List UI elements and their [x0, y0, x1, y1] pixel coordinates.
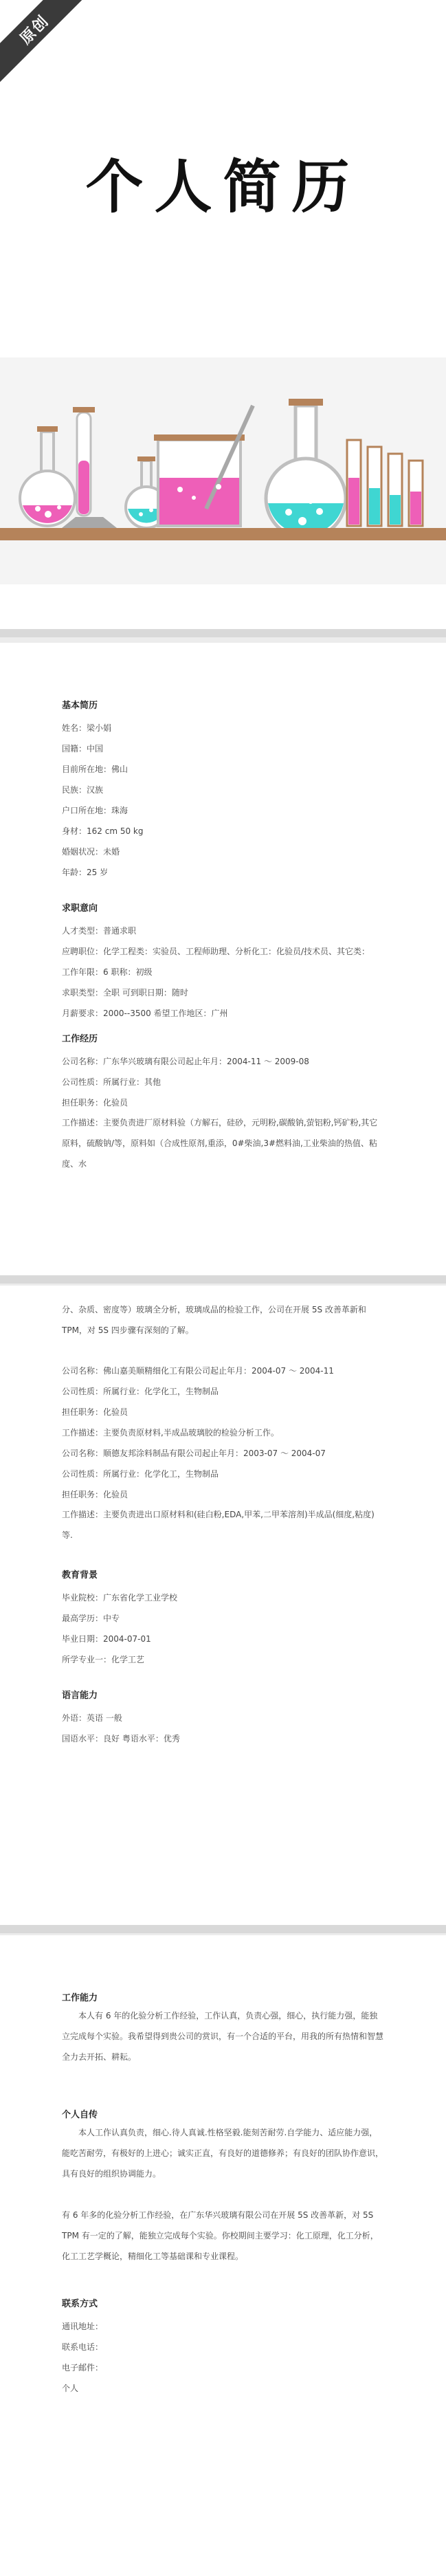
- education-row: 最高学历：中专: [62, 1614, 120, 1623]
- contact-row: 个人: [62, 2384, 79, 2393]
- contact-title: 联系方式: [62, 2299, 98, 2309]
- work-row: 公司名称：顺德友邦涂料制品有限公司起止年月：2003-07 ～ 2004-07: [62, 1449, 326, 1458]
- intent-row: 月薪要求：2000--3500 希望工作地区：广州: [62, 1009, 228, 1018]
- work-row: 公司性质：所属行业：其他: [62, 1077, 161, 1087]
- work-row: 担任职务：化验员: [62, 1407, 129, 1417]
- intent-row: 应聘职位：化学工程类：实验员、工程师助理、分析化工：化验员/技术员、其它类：: [62, 947, 370, 956]
- resume-page-4: [0, 1935, 446, 2576]
- work-title: 工作经历: [62, 1034, 98, 1044]
- ability-title: 工作能力: [62, 1993, 98, 2003]
- basic-row: 年龄：25 岁: [62, 868, 109, 877]
- resume-page-3: [0, 1286, 446, 1925]
- self-intro-title: 个人自传: [62, 2110, 98, 2120]
- ability-text: 本人有 6 年的化验分析工作经验，工作认真，负责心强，细心，执行能力强，能独立完成每个实验。我希望得到贵公司的赏识，有一个合适的平台，用我的所有热情和智慧全力去开拓、耕耘。: [62, 2011, 384, 2062]
- page-separator: [0, 1275, 446, 1284]
- contact-row: 电子邮件：: [62, 2363, 104, 2373]
- cover-title: 个人简历: [85, 153, 361, 221]
- basic-info-title: 基本简历: [62, 701, 98, 711]
- work-row: 公司名称：佛山嘉美顺精细化工有限公司起止年月：2004-07 ～ 2004-11: [62, 1366, 334, 1376]
- education-row: 所学专业一：化学工艺: [62, 1655, 145, 1664]
- page-separator: [0, 1925, 446, 1933]
- basic-row: 户口所在地：珠海: [62, 806, 129, 815]
- work-row: 公司名称：广东华兴玻璃有限公司起止年月：2004-11 ～ 2009-08: [62, 1057, 309, 1066]
- resume-page-2: [0, 643, 446, 1275]
- intent-row: 人才类型：普通求职: [62, 926, 137, 936]
- education-title: 教育背景: [62, 1570, 98, 1581]
- self-intro-text-2: 有 6 年多的化验分析工作经验，在广东华兴玻璃有限公司在开展 5S 改善革新，对 5S TPM 有一定的了解，能独立完成每个实验。你校期间主要学习：化工原理，化工分析，化工工艺学概论，精细化工等基础课和专业课程。: [62, 2210, 379, 2261]
- basic-row: 国籍：中国: [62, 744, 104, 753]
- language-row: 外语：英语 一般: [62, 1713, 122, 1723]
- language-row: 国语水平：良好 粤语水平：优秀: [62, 1734, 180, 1743]
- basic-row: 民族：汉族: [62, 785, 104, 795]
- work-row: 公司性质：所属行业：化学化工，生物制品: [62, 1469, 219, 1479]
- intent-row: 工作年限：6 职称：初级: [62, 967, 153, 977]
- page-separator: [0, 629, 446, 637]
- work-row: 担任职务：化验员: [62, 1490, 129, 1499]
- basic-row: 目前所在地：佛山: [62, 764, 129, 774]
- contact-row: 通讯地址：: [62, 2322, 104, 2331]
- education-row: 毕业日期：2004-07-01: [62, 1634, 151, 1644]
- work-description-continued: 分、杂质、密度等）玻璃全分析，玻璃成品的检验工作，公司在开展 5S 改善革新和 TPM，对 5S 四步骤有深刻的了解。: [62, 1305, 366, 1335]
- lab-illustration: [0, 357, 446, 584]
- basic-row: 婚姻状况：未婚: [62, 847, 120, 857]
- work-description: 工作描述：主要负责进厂原材料验（方解石，硅砂，元明粉,碳酸钠,萤铝粉,钙矿粉,其它原料，硫酸钠/等，原料如（合成性原剂,重添，0#柴油,3#燃料油,工业柴油的热值、粘度、水: [62, 1118, 378, 1169]
- basic-row: 姓名：梁小娟: [62, 723, 112, 733]
- education-row: 毕业院校：广东省化学工业学校: [62, 1593, 178, 1603]
- intent-title: 求职意向: [62, 903, 98, 914]
- work-row: 工作描述：主要负责原材料,半成品玻璃胶的检验分析工作。: [62, 1428, 279, 1438]
- contact-row: 联系电话：: [62, 2342, 104, 2352]
- cover-page: [0, 0, 446, 632]
- self-intro-text-1: 本人工作认真负责，细心.待人真诚.性格坚毅.能刻苦耐劳.自学能力、适应能力强，能吃苦耐劳，有极好的上进心；诚实正直，有良好的道德修养；有良好的团队协作意识，具有良好的组织协调能力。: [62, 2128, 384, 2179]
- original-ribbon: 原创: [0, 0, 89, 85]
- work-row: 担任职务：化验员: [62, 1098, 129, 1108]
- intent-row: 求职类型：全职 可到职日期：随时: [62, 988, 188, 998]
- work-row: 公司性质：所属行业：化学化工，生物制品: [62, 1387, 219, 1396]
- work-description: 工作描述：主要负责进出口原材料和(硅白粉,EDA,甲苯,二甲苯溶剂)半成品(细度,粘度)等.: [62, 1510, 375, 1540]
- language-title: 语言能力: [62, 1691, 98, 1701]
- lab-glassware-icon: [0, 357, 446, 584]
- basic-row: 身材：162 cm 50 kg: [62, 826, 144, 836]
